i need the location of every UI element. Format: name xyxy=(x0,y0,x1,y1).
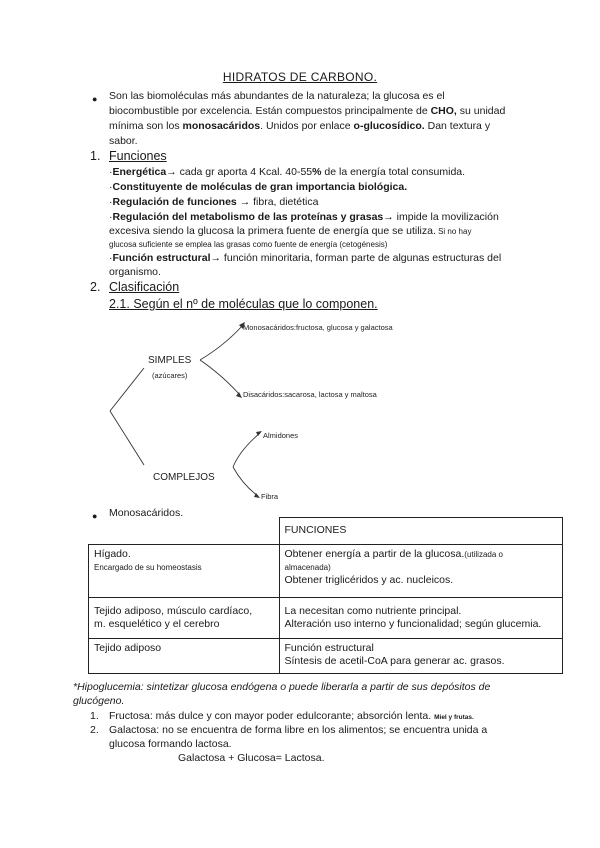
section-heading-funciones: Funciones xyxy=(109,149,167,163)
table-cell-function: Obtener energía a partir de la glucosa.(utilizada o almacenada) Obtener triglicéridos y ac. nucleicos. xyxy=(279,545,563,598)
list-number: 2. xyxy=(90,724,99,736)
section-number: 1. xyxy=(90,149,101,163)
list-item-galactosa: Galactosa: no se encuentra de forma libre en los alimentos; se encuentra unida a xyxy=(109,724,488,736)
funcion-metabolismo-note: glucosa suficiente se emplea las grasas como fuente de energía (cetogénesis) xyxy=(109,240,388,249)
label-almidones: Almidones xyxy=(263,431,299,440)
intro-line-4: sabor. xyxy=(109,135,138,147)
label-complejos: COMPLEJOS xyxy=(153,472,215,483)
hipoglucemia-note: *Hipoglucemia: sintetizar glucosa endógena o puede liberarla a partir de sus depósitos de xyxy=(73,681,491,693)
funcion-estructural: ·Función estructural→ función minoritaria, forman parte de algunas estructuras del xyxy=(109,252,502,264)
table-cell-function: Función estructural Síntesis de acetil-CoA para generar ac. grasos. xyxy=(279,639,563,674)
table-header-row xyxy=(89,518,563,545)
funcion-metabolismo: ·Regulación del metabolismo de las proteínas y grasas→ impide la movilización xyxy=(109,211,499,223)
section-heading-clasificacion: Clasificación xyxy=(109,280,180,294)
connector-line xyxy=(200,325,243,360)
connector-line xyxy=(233,467,258,496)
subsection-heading: 2.1. Según el nº de moléculas que lo componen. xyxy=(109,297,378,311)
table-empty-cell xyxy=(89,518,280,545)
hipoglucemia-note-line2: glucógeno. xyxy=(73,695,125,707)
funcion-estructural-line2: organismo. xyxy=(109,266,161,278)
bullet-dot: ● xyxy=(92,511,98,521)
table-row xyxy=(89,639,563,674)
lactosa-formula: Galactosa + Glucosa= Lactosa. xyxy=(178,752,325,764)
funcion-constituyente: ·Constituyente de moléculas de gran importancia biológica. xyxy=(109,181,408,193)
funcion-metabolismo-line2: excesiva siendo la glucosa la primera fuente de energía que se utiliza. Si no hay xyxy=(109,225,472,237)
list-item-galactosa-line2: glucosa formando lactosa. xyxy=(109,738,232,750)
functions-table xyxy=(88,517,563,674)
list-number: 1. xyxy=(90,710,99,722)
monosacaridos-bullet: Monosacáridos. xyxy=(109,507,184,519)
intro-line-2: biocombustible por excelencia. Están compuestos principalmente de CHO, su unidad xyxy=(109,105,506,117)
label-simples: SIMPLES xyxy=(148,355,192,366)
funcion-energetica: ·Energética→ cada gr aporta 4 Kcal. 40-55% de la energía total consumida. xyxy=(109,166,466,178)
list-item-fructosa: Fructosa: más dulce y con mayor poder edulcorante; absorción lenta. Miel y frutas. xyxy=(109,710,474,722)
intro-line-1: Son las biomoléculas más abundantes de la naturaleza; la glucosa es el xyxy=(109,90,445,102)
table-cell-tissue: Hígado. Encargado de su homeostasis xyxy=(89,545,280,598)
label-azucares: (azúcares) xyxy=(152,371,188,380)
table-cell-tissue: Tejido adiposo, músculo cardíaco, m. esquelético y el cerebro xyxy=(89,598,280,639)
label-monosacaridos: Monosacáridos:fructosa, glucosa y galactosa xyxy=(243,323,393,332)
label-fibra: Fibra xyxy=(261,492,279,501)
table-cell-function: La necesitan como nutriente principal. Alteración uso interno y funcionalidad; según glucemia. xyxy=(279,598,563,639)
page-title: HIDRATOS DE CARBONO. xyxy=(222,70,378,84)
funcion-regulacion: ·Regulación de funciones → fibra, dietética xyxy=(109,196,319,208)
connector-line xyxy=(110,368,144,411)
table-cell-tissue: Tejido adiposo xyxy=(89,639,280,674)
connector-line xyxy=(110,411,144,465)
table-header: FUNCIONES xyxy=(279,518,563,545)
table-row xyxy=(89,598,563,639)
intro-line-3: mínima son los monosacáridos. Unidos por enlace o-glucosídico. Dan textura y xyxy=(109,120,491,132)
connector-line xyxy=(200,360,240,395)
section-number: 2. xyxy=(90,280,101,294)
label-disacaridos: Disacáridos:sacarosa, lactosa y maltosa xyxy=(243,390,377,399)
connector-line xyxy=(233,433,260,467)
arrowhead xyxy=(236,392,242,398)
bullet-dot: ● xyxy=(92,94,98,104)
table-row xyxy=(89,545,563,598)
